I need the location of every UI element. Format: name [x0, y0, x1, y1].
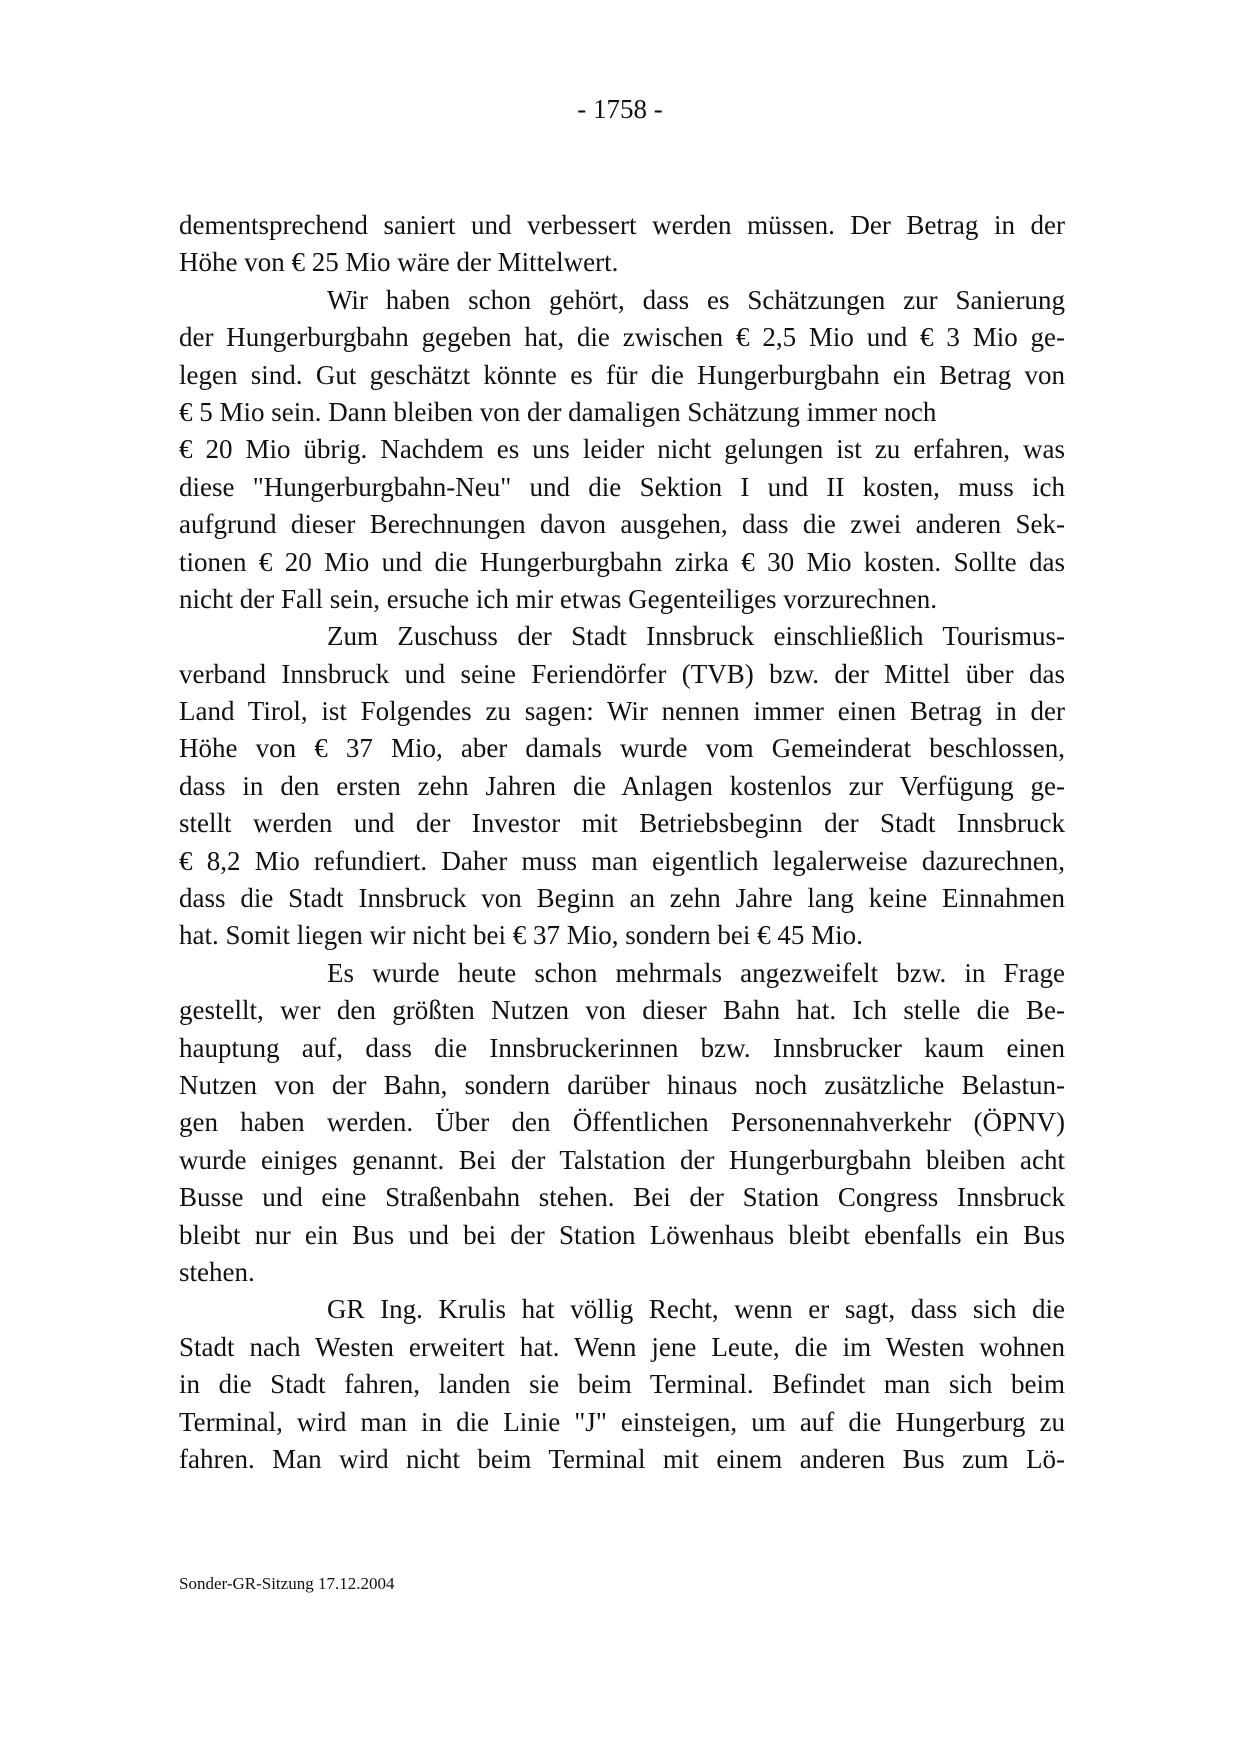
text-line: stehen.: [179, 1256, 255, 1287]
text-line: legen sind. Gut geschätzt könnte es für die Hungerburgbahn ein Betrag von: [179, 359, 1065, 390]
text-line: tionen € 20 Mio und die Hungerburgbahn zirka € 30 Mio kosten. Sollte das: [179, 546, 1065, 577]
text-line: € 5 Mio sein. Dann bleiben von der damaligen Schätzung immer noch: [179, 396, 937, 427]
text-line: gestellt, wer den größten Nutzen von dieser Bahn hat. Ich stelle die Be-: [179, 995, 1065, 1026]
text-line: der Hungerburgbahn gegeben hat, die zwischen € 2,5 Mio und € 3 Mio ge-: [179, 322, 1065, 353]
text-line: Es wurde heute schon mehrmals angezweifelt bzw. in Frage: [327, 957, 1065, 988]
text-line: Höhe von € 37 Mio, aber damals wurde vom Gemeinderat beschlossen,: [179, 733, 1065, 764]
text-line: verband Innsbruck und seine Feriendörfer (TVB) bzw. der Mittel über das: [179, 658, 1065, 689]
body-text: [179, 207, 1065, 1478]
text-line: gen haben werden. Über den Öffentlichen Personennahverkehr (ÖPNV): [179, 1107, 1065, 1138]
text-line: nicht der Fall sein, ersuche ich mir etwas Gegenteiliges vorzurechnen.: [179, 583, 937, 614]
text-line: wurde einiges genannt. Bei der Talstation der Hungerburgbahn bleiben acht: [179, 1144, 1065, 1175]
text-line: dementsprechend saniert und verbessert werden müssen. Der Betrag in der: [179, 210, 1065, 240]
text-line: stellt werden und der Investor mit Betriebsbeginn der Stadt Innsbruck: [179, 808, 1065, 839]
text-line: aufgrund dieser Berechnungen davon ausgehen, dass die zwei anderen Sek-: [179, 509, 1065, 540]
text-line: Nutzen von der Bahn, sondern darüber hinaus noch zusätzliche Belastun-: [179, 1069, 1065, 1100]
text-line: hauptung auf, dass die Innsbruckerinnen bzw. Innsbrucker kaum einen: [179, 1032, 1065, 1063]
text-line: dass die Stadt Innsbruck von Beginn an zehn Jahre lang keine Einnahmen: [179, 883, 1065, 914]
text-line: Stadt nach Westen erweitert hat. Wenn jene Leute, die im Westen wohnen: [179, 1331, 1065, 1362]
text-line: Terminal, wird man in die Linie "J" einsteigen, um auf die Hungerburg zu: [179, 1406, 1065, 1437]
text-line: fahren. Man wird nicht beim Terminal mit einem anderen Bus zum Lö-: [179, 1443, 1065, 1474]
text-line: hat. Somit liegen wir nicht bei € 37 Mio, sondern bei € 45 Mio.: [179, 920, 863, 951]
text-line: dass in den ersten zehn Jahren die Anlagen kostenlos zur Verfügung ge-: [179, 770, 1065, 801]
text-line: Höhe von € 25 Mio wäre der Mittelwert.: [179, 247, 619, 278]
footer-session-label: Sonder-GR-Sitzung 17.12.2004: [179, 1574, 395, 1593]
text-line: € 8,2 Mio refundiert. Daher muss man eigentlich legalerweise dazurechnen,: [179, 845, 1065, 876]
text-line: € 20 Mio übrig. Nachdem es uns leider nicht gelungen ist zu erfahren, was: [179, 434, 1065, 465]
text-line: Busse und eine Straßenbahn stehen. Bei der Station Congress Innsbruck: [179, 1182, 1065, 1213]
text-line: GR Ing. Krulis hat völlig Recht, wenn er sagt, dass sich die: [327, 1294, 1065, 1325]
text-line: diese "Hungerburgbahn-Neu" und die Sektion I und II kosten, muss ich: [179, 471, 1065, 502]
page-number: - 1758 -: [577, 94, 663, 124]
text-line: in die Stadt fahren, landen sie beim Terminal. Befindet man sich beim: [179, 1369, 1065, 1400]
text-line: Wir haben schon gehört, dass es Schätzungen zur Sanierung: [327, 284, 1065, 315]
text-line: Land Tirol, ist Folgendes zu sagen: Wir nennen immer einen Betrag in der: [179, 696, 1065, 727]
text-line: Zum Zuschuss der Stadt Innsbruck einschließlich Tourismus-: [327, 621, 1065, 652]
text-line: bleibt nur ein Bus und bei der Station Löwenhaus bleibt ebenfalls ein Bus: [179, 1219, 1065, 1250]
